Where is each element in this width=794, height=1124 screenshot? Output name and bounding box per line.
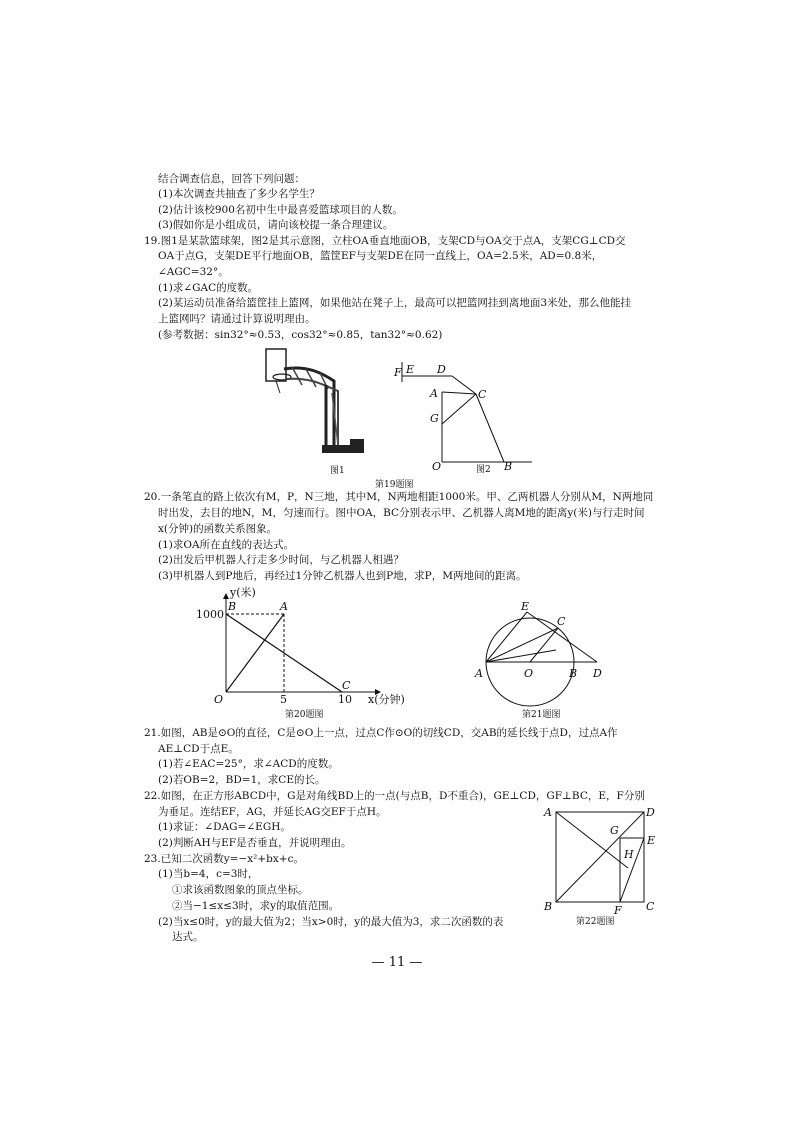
q19-label-B: B [504,460,513,473]
intro-item-1: (1)本次调查共抽查了多少名学生？ [158,188,320,200]
q20-point-A: A [280,600,288,613]
q20-xtick-5: 5 [280,693,287,706]
q21-circle-figure [475,598,615,708]
q19-label-D: D [437,363,446,376]
q21-line-3: (1)若∠EAC=25°，求∠ACD的度数。 [158,758,339,770]
q20-point-O: O [214,693,224,706]
q19-line-6: 上篮网吗？请通过计算说明理由。 [158,313,316,325]
q22-label-B: B [544,900,553,913]
q20-xtick-10: 10 [338,693,352,706]
q19-fig1-basketball-stand [262,345,382,480]
q22-label-H: H [624,848,634,861]
q20-line-5: (2)出发后甲机器人行走多少时间，与乙机器人相遇？ [158,554,404,566]
q21-label-D: D [593,667,602,680]
q22-label-C: C [646,900,655,913]
q19-label-A: A [430,387,438,400]
q21-label-E: E [521,600,530,613]
q19-label-G: G [430,412,439,425]
q20-point-B: B [228,600,237,613]
q23-line-4: ②当−1≤x≤3时，求y的取值范围。 [172,900,340,912]
q23-line-5: (2)当x≤0时，y的最大值为2；当x>0时，y的最大值为3，求二次函数的表 [158,916,504,928]
q22-caption: 第22题图 [576,917,615,927]
q23-line-1: 23.已知二次函数y=−x²+bx+c。 [144,853,304,865]
q19-fig2-diagram [392,362,542,475]
q22-label-D: D [646,806,655,819]
q22-line-1: 22.如图，在正方形ABCD中，G是对角线BD上的一点(与点B，D不重合)，GE⊥CD，GF⊥BC，E，F分别 [144,790,645,802]
q20-ylabel: y(米) [230,586,256,599]
q21-label-B: B [569,667,578,680]
q21-label-A: A [475,667,483,680]
q22-label-A: A [544,806,552,819]
q19-fig2-caption: 图2 [476,465,491,475]
q19-fig1-caption: 图1 [330,466,345,476]
q21-label-O: O [524,667,534,680]
q22-label-F: F [614,904,622,917]
q19-line-2: OA于点G，支架DE平行地面OB，篮筐EF与支架DE在同一直线上，OA=2.5米，AD=0.8米， [158,250,603,262]
q19-label-O: O [432,460,442,473]
q20-caption: 第20题图 [285,710,324,720]
q22-line-4: (2)判断AH与EF是否垂直，并说明理由。 [158,837,352,849]
q20-function-graph [192,586,422,710]
q22-label-E: E [647,834,656,847]
page-number: — 11 — [371,955,423,970]
q22-line-2: 为垂足。连结EF，AG，并延长AG交EF于点H。 [158,806,387,818]
q21-line-1: 21.如图，AB是⊙O的直径，C是⊙O上一点，过点C作⊙O的切线CD，交AB的延长线于点D，过点A作 [144,727,618,739]
q20-ytick-1000: 1000 [196,608,224,621]
q21-line-4: (2)若OB=2，BD=1，求CE的长。 [158,774,326,786]
q23-line-3: ①求该函数图象的顶点坐标。 [172,884,309,896]
q20-point-C: C [342,679,351,692]
q23-line-2: (1)当b=4，c=3时， [158,868,259,880]
q21-caption: 第21题图 [522,710,561,720]
q20-line-3: x(分钟)的函数关系图象。 [158,523,278,535]
intro-item-3: (3)假如你是小组成员，请向该校提一条合理建议。 [158,219,394,231]
q20-line-6: (3)甲机器人到P地后，再经过1分钟乙机器人也到P地，求P，M两地间的距离。 [158,570,527,582]
q20-xlabel: x(分钟) [368,693,405,706]
q19-label-F: F [394,366,402,379]
q23-line-6: 达式。 [172,931,204,943]
q19-line-7: (参考数据：sin32°≈0.53，cos32°≈0.85，tan32°≈0.62) [158,329,443,341]
q19-label-E: E [406,363,415,376]
q20-line-1: 20.一条笔直的路上依次有M，P，N三地，其中M，N两地相距1000米。甲、乙两机器人分别从M，N两地同 [144,491,654,503]
q19-line-4: (1)求∠GAC的度数。 [158,282,259,294]
q21-line-2: AE⊥CD于点E。 [158,743,239,755]
q21-label-C: C [557,615,566,628]
q19-label-C: C [478,388,487,401]
q20-line-2: 时出发，去目的地N，M，匀速而行。图中OA，BC分别表示甲、乙机器人离M地的距离y(米)与行走时间 [158,507,645,519]
q22-square-figure [542,800,662,925]
q20-line-4: (1)求OA所在直线的表达式。 [158,539,295,551]
q22-label-G: G [610,824,619,837]
q19-caption: 第19题图 [375,480,414,490]
q22-line-3: (1)求证：∠DAG=∠EGH。 [158,821,291,833]
q19-line-3: ∠AGC=32°。 [158,266,229,278]
q19-line-1: 19.图1是某款篮球架，图2是其示意图，立柱OA垂直地面OB，支架CD与OA交于点A，支架CG⊥CD交 [144,235,626,247]
intro-lead: 结合调查信息，回答下列问题： [158,173,305,185]
intro-item-2: (2)估计该校900名初中生中最喜爱篮球项目的人数。 [158,204,403,216]
q19-line-5: (2)某运动员准备给篮筐挂上篮网，如果他站在凳子上，最高可以把篮网挂到离地面3米处，那么他能挂 [158,297,632,309]
